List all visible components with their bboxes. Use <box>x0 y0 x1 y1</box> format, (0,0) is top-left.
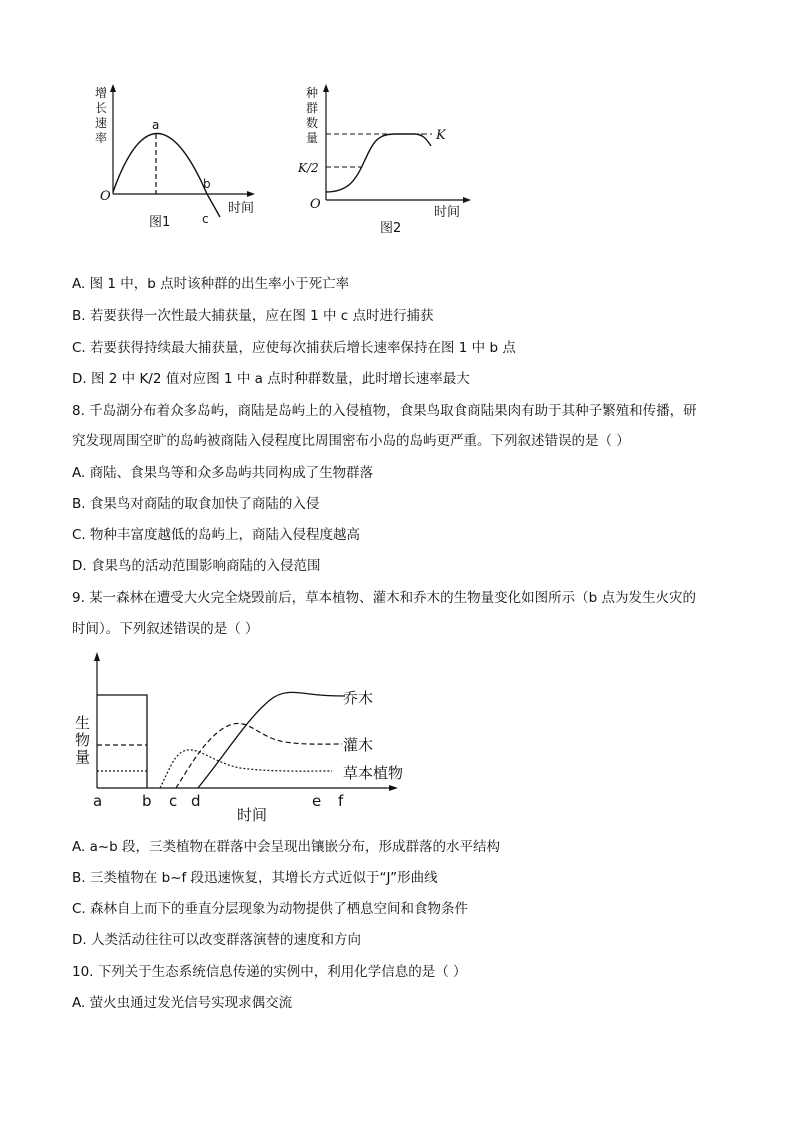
fig3-label-shrub: 灌木 <box>343 736 374 754</box>
fig3-label-tree: 乔木 <box>343 689 374 707</box>
q7-option-b: B. 若要获得一次性最大捕获量，应在图 1 中 c 点时进行捕获 <box>72 308 434 324</box>
fig2-x-arrow <box>463 197 471 203</box>
fig2-caption: 图2 <box>380 221 402 236</box>
fig1-growth-curve <box>113 133 220 217</box>
fig3-shrub-recovery <box>176 723 342 788</box>
fig3-ylabel-2: 物 <box>75 731 91 749</box>
fig1-ylabel-2: 长 <box>95 101 108 115</box>
fig1-ylabel-4: 率 <box>95 131 108 145</box>
fig3-y-arrow <box>94 652 100 661</box>
q7-option-d: D. 图 2 中 K/2 值对应图 1 中 a 点时种群数量，此时增长速率最大 <box>72 371 470 387</box>
q8-option-b: B. 食果鸟对商陆的取食加快了商陆的入侵 <box>72 496 320 512</box>
fig3-ylabel-1: 生 <box>75 714 91 732</box>
fig2-origin: O <box>310 197 321 212</box>
fig2-xlabel: 时间 <box>434 205 461 220</box>
fig2-ylabel-4: 量 <box>306 131 319 145</box>
q8-option-d: D. 食果鸟的活动范围影响商陆的入侵范围 <box>72 558 321 574</box>
fig2-ylabel-3: 数 <box>306 116 319 130</box>
q8-option-a: A. 商陆、食果鸟等和众多岛屿共同构成了生物群落 <box>72 465 374 481</box>
fig3-tree-line <box>97 695 147 788</box>
fig1-ylabel-1: 增 <box>95 86 108 100</box>
figure-1 <box>85 82 275 237</box>
q9-stem-line2: 时间）。下列叙述错误的是（ ） <box>72 621 259 637</box>
q10-option-a: A. 萤火虫通过发光信号实现求偶交流 <box>72 995 293 1011</box>
fig3-tick-a: a <box>93 792 103 810</box>
fig3-tick-b: b <box>142 792 152 810</box>
fig2-y-arrow <box>323 84 329 92</box>
fig2-k2-label: K/2 <box>298 161 319 175</box>
q9-option-b: B. 三类植物在 b~f 段迅速恢复，其增长方式近似于“J”形曲线 <box>72 870 438 886</box>
fig1-origin: O <box>100 189 111 204</box>
q9-option-c: C. 森林自上而下的垂直分层现象为动物提供了栖息空间和食物条件 <box>72 901 469 917</box>
q9-stem-line1: 9. 某一森林在遭受大火完全烧毁前后，草本植物、灌木和乔木的生物量变化如图所示（b 点为发生火灾的 <box>72 590 697 606</box>
fig3-label-herb: 草本植物 <box>343 764 404 782</box>
fig3-tick-c: c <box>169 792 178 810</box>
fig1-point-c: c <box>202 212 209 226</box>
fig3-tree-recovery <box>198 692 345 788</box>
fig3-xlabel: 时间 <box>237 806 268 824</box>
fig2-ylabel-1: 种 <box>306 86 319 100</box>
figure-2 <box>296 82 476 242</box>
fig1-point-b: b <box>203 177 211 191</box>
q7-option-c: C. 若要获得持续最大捕获量，应使每次捕获后增长速率保持在图 1 中 b 点 <box>72 340 516 356</box>
fig2-k-label: K <box>436 128 446 143</box>
fig3-x-arrow <box>389 785 398 791</box>
fig1-ylabel-3: 速 <box>95 116 108 130</box>
q10-stem: 10. 下列关于生态系统信息传递的实例中，利用化学信息的是（ ） <box>72 964 467 980</box>
fig3-tick-f: f <box>338 792 344 810</box>
figure-biomass <box>70 648 420 828</box>
fig3-ylabel-3: 量 <box>75 748 91 766</box>
q9-option-d: D. 人类活动往往可以改变群落演替的速度和方向 <box>72 932 361 948</box>
fig3-tick-e: e <box>312 792 322 810</box>
fig2-s-curve <box>326 134 431 192</box>
q8-stem-line1: 8. 千岛湖分布着众多岛屿，商陆是岛屿上的入侵植物，食果鸟取食商陆果肉有助于其种子繁殖和传播，研 <box>72 403 697 419</box>
fig1-point-a: a <box>152 118 160 132</box>
q9-option-a: A. a~b 段，三类植物在群落中会呈现出镶嵌分布，形成群落的水平结构 <box>72 839 501 855</box>
fig2-ylabel-2: 群 <box>306 101 319 115</box>
q7-option-a: A. 图 1 中，b 点时该种群的出生率小于死亡率 <box>72 276 350 292</box>
q8-option-c: C. 物种丰富度越低的岛屿上，商陆入侵程度越高 <box>72 527 361 543</box>
fig1-caption: 图1 <box>149 215 171 230</box>
fig3-tick-d: d <box>191 792 201 810</box>
q8-stem-line2: 究发现周围空旷的岛屿被商陆入侵程度比周围密布小岛的岛屿更严重。下列叙述错误的是（ ） <box>72 433 630 449</box>
fig1-xlabel: 时间 <box>228 201 255 216</box>
fig3-herb-recovery <box>160 750 332 788</box>
fig1-y-arrow <box>110 84 116 92</box>
fig1-x-arrow <box>247 191 255 197</box>
